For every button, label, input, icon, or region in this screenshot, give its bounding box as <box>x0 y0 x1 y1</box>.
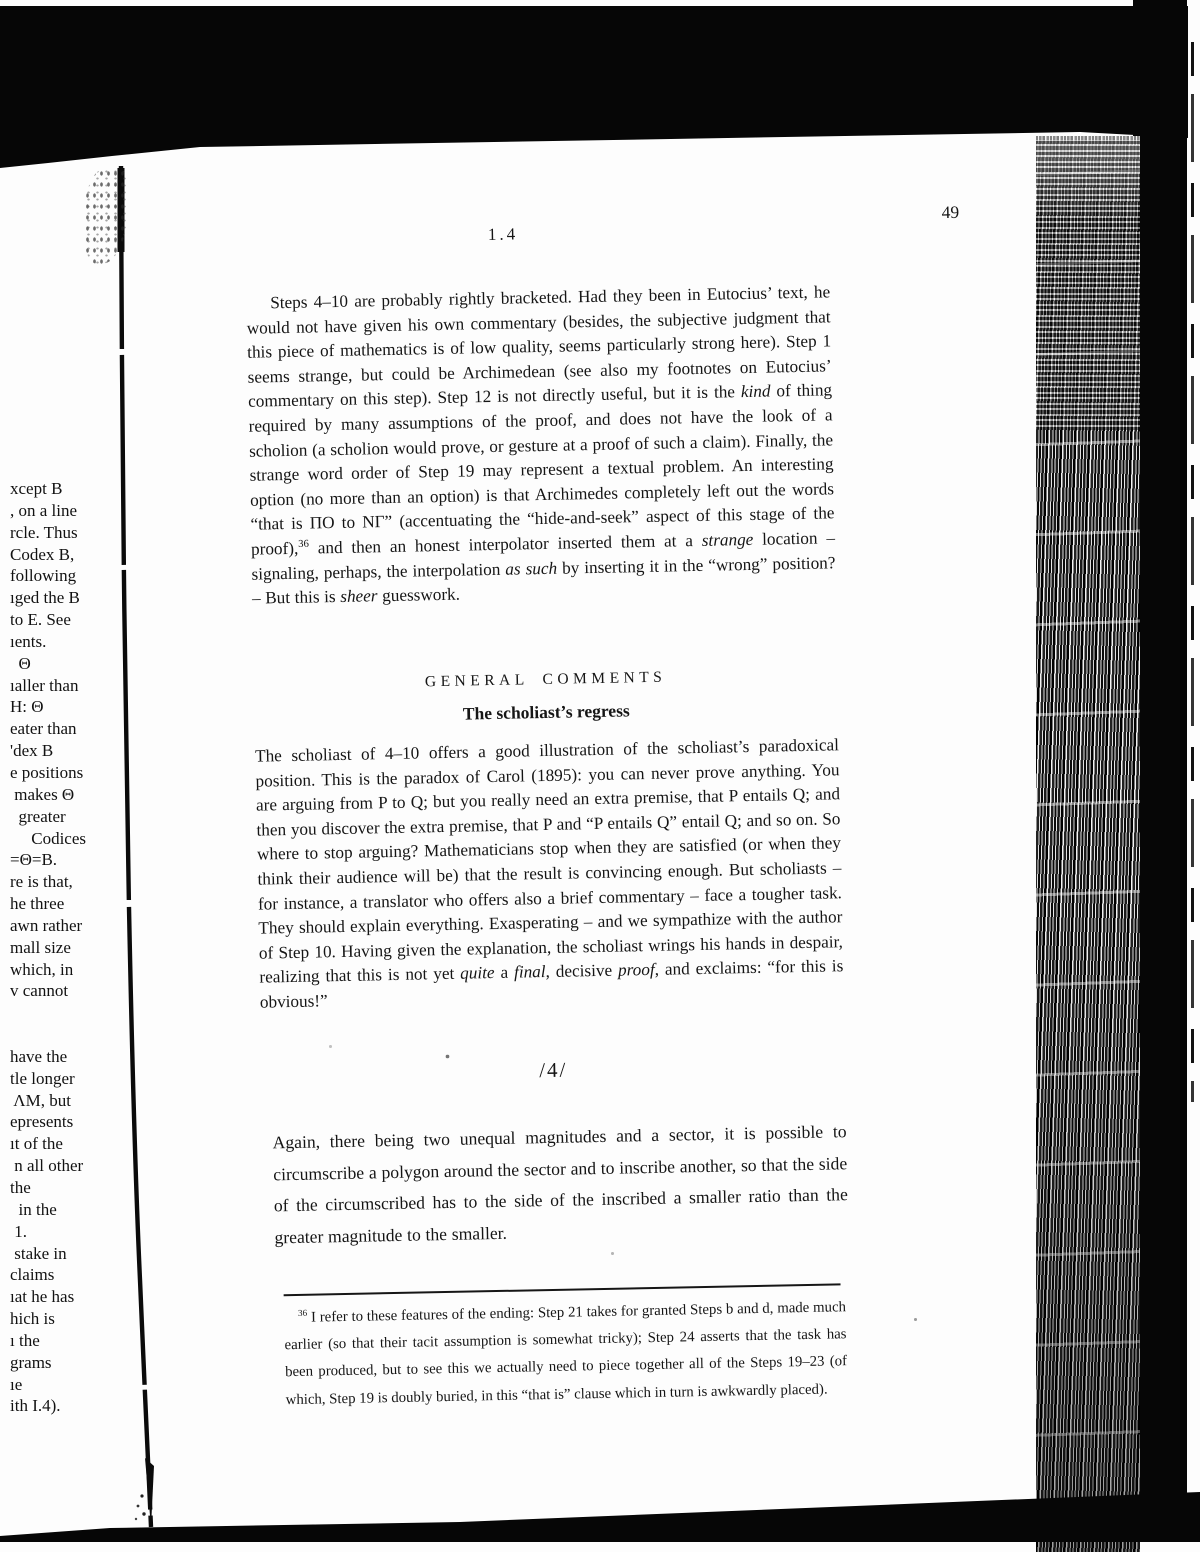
general-comments-heading: GENERAL COMMENTS <box>424 668 667 691</box>
margin-fragment-line: =Θ=B. <box>10 850 58 870</box>
margin-fragment-line: which, in <box>10 959 74 979</box>
margin-fragment-line: hich is <box>10 1309 55 1329</box>
margin-fragment-line: in the <box>10 1199 57 1219</box>
margin-fragment-line: eater than <box>10 719 77 739</box>
margin-fragment-line: claims <box>10 1265 55 1285</box>
margin-fragment-line: 'dex B <box>10 741 54 761</box>
margin-fragment-line: ıat he has <box>10 1287 75 1307</box>
scholiasts-regress-subheading: The scholiast’s regress <box>462 700 630 724</box>
margin-fragment-line: awn rather <box>10 915 83 935</box>
margin-fragment-line: following <box>10 566 77 586</box>
margin-fragment-line: he three <box>10 894 65 914</box>
running-head-section-number: 1.4 <box>487 224 519 245</box>
footnote-36: $^{36}$ I refer to these features of the ending: Step 21 takes for granted Steps b and d, made much earlier (so that their tacit assumption is somewhat tricky); Step 24 asserts that the task has been produced, but to see this we actually need to piece together all of the Steps 19–23 (of which, Step 19 is doubly buried, in this “that is” clause which in turn is awkwardly placed). <box>284 1299 848 1408</box>
margin-fragment-line: mall size <box>10 937 71 957</box>
margin-fragment-line: , on a line <box>10 500 78 520</box>
proposition-4-marker: /4/ <box>538 1057 568 1083</box>
margin-fragment-line: ΛM, but <box>10 1090 71 1110</box>
margin-fragment-line: have the <box>10 1046 68 1066</box>
margin-fragment-line: makes Θ <box>10 784 75 804</box>
margin-fragment-line: Codices <box>10 828 87 848</box>
margin-fragment-line: ıaller than <box>10 675 79 695</box>
margin-fragment-line: ıents. <box>10 631 47 651</box>
margin-fragment-line: H: Θ <box>10 697 44 717</box>
margin-fragment-line: ıt of the <box>10 1134 63 1154</box>
margin-fragment-line: rcle. Thus <box>10 522 78 542</box>
margin-fragment-line: n all other <box>10 1156 84 1176</box>
margin-fragment-line: epresents <box>10 1112 74 1132</box>
margin-fragment-line: grams <box>10 1352 52 1372</box>
margin-fragment-line: ıe <box>10 1374 23 1394</box>
margin-fragment-line: Codex B, <box>10 544 75 564</box>
margin-fragment-line: v cannot <box>10 981 69 1001</box>
paragraph-scholiast-regress: The scholiast of 4–10 offers a good illustration of the scholiast’s paradoxical position. This is the paradox of Carol (1895): you can never prove anything. You are arguing from P to Q; but you really need an extra premise, that P entails Q; and then you discover the extra premise, that P and “P entails Q” entail Q; and so on. So where to stop arguing? Mathematicians stop when they are satisfied (or when they think their audience will be) that the result is convincing enough. But scholiasts – for instance, a translator who offers also a brief commentary – face a tougher task. They should explain everything. Exasperating – and we sympathize with the author of Step 10. Having given the explanation, the scholiast wrings his hands in despair, realizing that this is not yet quite a final, decisive proof, and exclaims: “for this is obvious!” <box>254 735 844 1012</box>
margin-fragment-line: ı the <box>10 1330 40 1350</box>
margin-fragment-line: Θ <box>10 653 31 673</box>
proposition-4-enunciation: Again, there being two unequal magnitudes and a sector, it is possible to circumscribe a polygon around the sector and to inscribe another, so that the side of the circumscribed has to the side of the inscribed a smaller ratio than the greater magnitude to the smaller. <box>272 1121 848 1247</box>
margin-fragment-line: to E. See <box>10 610 71 630</box>
margin-fragment-line: xcept B <box>10 479 63 498</box>
margin-fragment-line: ith I.4). <box>10 1396 61 1416</box>
margin-fragment-line: the <box>10 1178 31 1197</box>
margin-fragment-line: greater <box>10 806 66 826</box>
margin-fragment-line: ıged the B <box>10 588 80 608</box>
margin-fragment-line: e positions <box>10 762 84 782</box>
margin-fragment-line: re is that, <box>10 872 73 892</box>
margin-fragment-line: 1. <box>10 1221 27 1241</box>
margin-fragment-line: stake in <box>10 1243 67 1263</box>
paragraph-bracketed-steps: Steps 4–10 are probably rightly bracketed. Had they been in Eutocius’ text, he would not have given his own commentary (besides, the subjective judgment that this piece of mathematics is of low quality, seems particularly strong here). Step 1 seems strange, but could be Archimedean (see also my footnotes on Eutocius’ commentary on this step). Step 12 is not directly useful, but it is the kind of thing required by many assumptions of the proof, and does not have the look of a scholion (a scholion would prove, or gesture at a proof of such a claim). Finally, the strange word order of Step 19 may represent a textual problem. An interesting option (no more than an option) is that Archimedes completely left out the words “that is ΠΟ to ΝΓ” (accentuating the “hide-and-seek” aspect of this stage of the proof),$^{36}$ and then an honest interpolator inserted them at a strange location – signaling, perhaps, the interpolation as such by inserting it in the “wrong” position? – But this is sheer guesswork. <box>246 282 836 608</box>
page-number: 49 <box>941 201 960 223</box>
margin-fragment-line: tle longer <box>10 1068 75 1088</box>
scan-stray-dots <box>0 0 1 1</box>
